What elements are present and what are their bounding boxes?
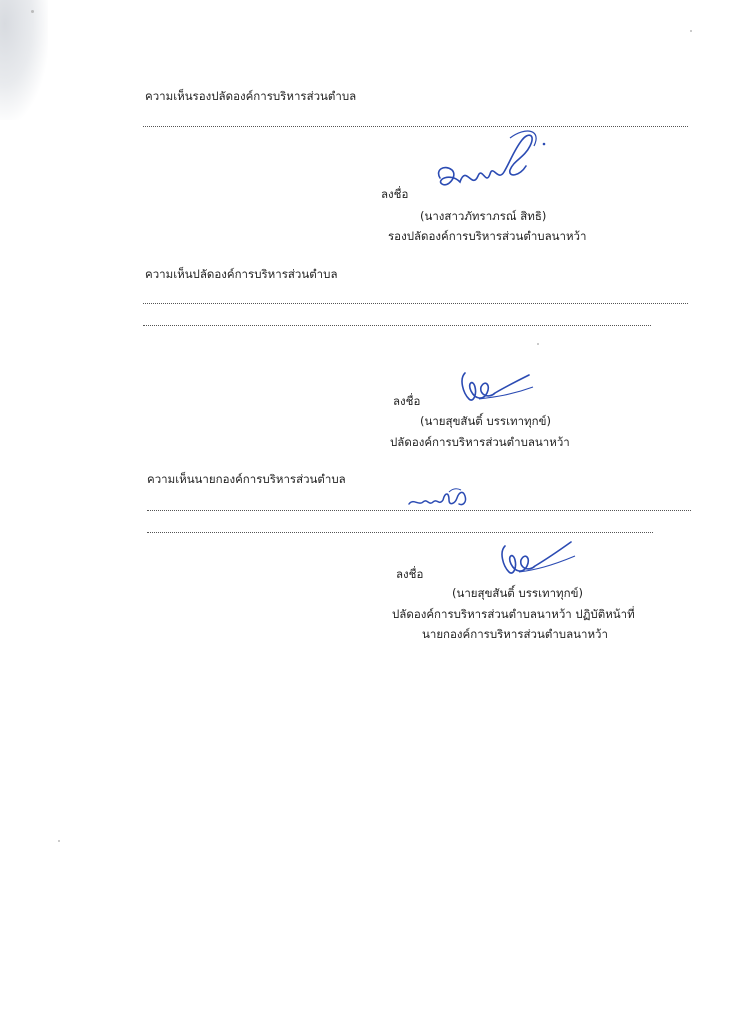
signer-name: (นางสาวภัทราภรณ์ สิทธิ) xyxy=(420,209,547,223)
section-heading-clerk: ความเห็นปลัดองค์การบริหารส่วนตำบล xyxy=(145,267,338,281)
sign-label: ลงชื่อ xyxy=(381,187,409,201)
section-heading-mayor: ความเห็นนายกองค์การบริหารส่วนตำบล xyxy=(147,472,346,486)
scan-speck xyxy=(31,10,34,13)
comment-line xyxy=(147,510,691,511)
signature-mayor xyxy=(495,538,585,583)
signature-clerk xyxy=(455,365,545,410)
signer-position: ปลัดองค์การบริหารส่วนตำบลนาหว้า xyxy=(390,435,570,449)
handwritten-approval xyxy=(405,486,475,512)
section-heading-deputy-clerk: ความเห็นรองปลัดองค์การบริหารส่วนตำบล xyxy=(145,89,357,103)
scan-stain xyxy=(0,0,48,120)
signer-position-acting: นายกองค์การบริหารส่วนตำบลนาหว้า xyxy=(422,627,608,641)
scan-speck xyxy=(690,30,692,32)
signature-deputy-clerk xyxy=(430,120,560,210)
comment-line xyxy=(143,325,651,326)
signer-position: ปลัดองค์การบริหารส่วนตำบลนาหว้า ปฏิบัติหน้าที่ xyxy=(392,607,635,621)
signer-name: (นายสุขสันติ์ บรรเทาทุกข์) xyxy=(420,414,551,428)
sign-label: ลงชื่อ xyxy=(393,394,421,408)
comment-line xyxy=(143,126,688,127)
comment-line xyxy=(147,532,653,533)
signer-position: รองปลัดองค์การบริหารส่วนตำบลนาหว้า xyxy=(388,229,587,243)
comment-line xyxy=(143,303,688,304)
scan-speck xyxy=(58,840,60,842)
signer-name: (นายสุขสันติ์ บรรเทาทุกข์) xyxy=(452,586,583,600)
scan-speck xyxy=(537,343,539,345)
sign-label: ลงชื่อ xyxy=(396,567,424,581)
